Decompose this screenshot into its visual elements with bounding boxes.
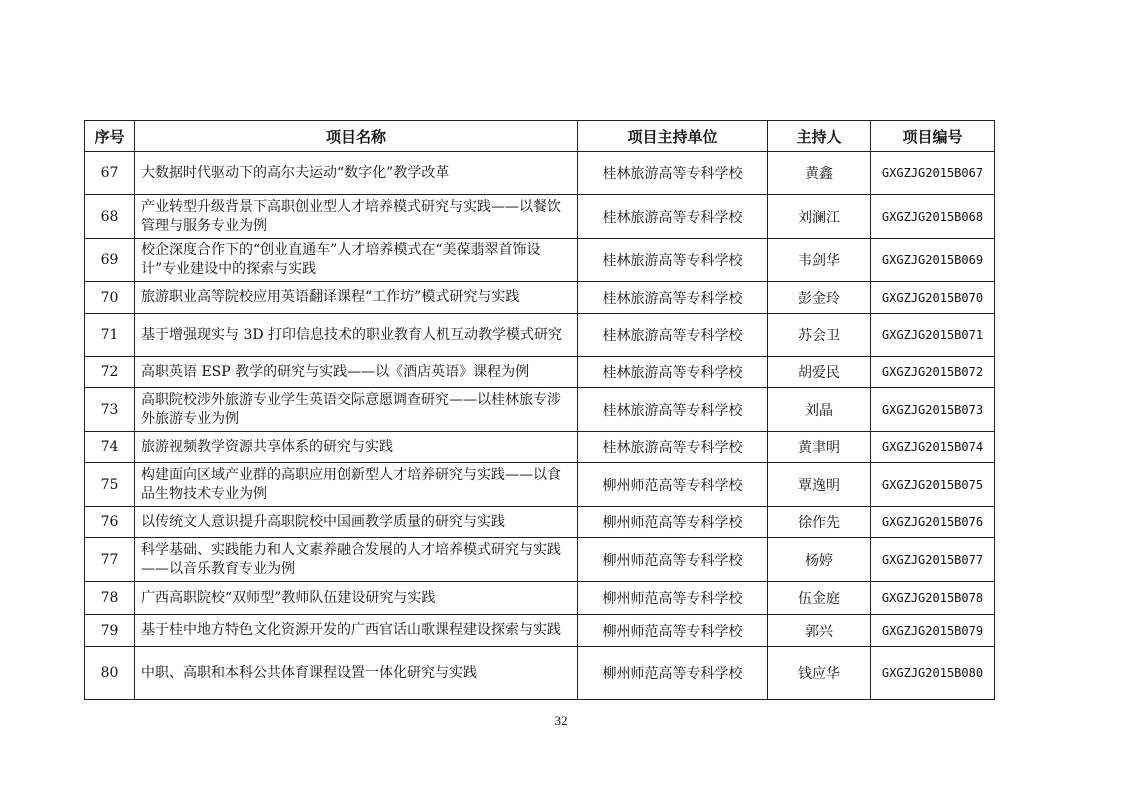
cell-code: GXGZJG2015B073 xyxy=(871,388,995,432)
cell-unit: 桂林旅游高等专科学校 xyxy=(578,357,768,388)
cell-no: 76 xyxy=(85,507,135,538)
table-row xyxy=(85,647,995,700)
cell-name: 高职院校涉外旅游专业学生英语交际意愿调查研究——以桂林旅专涉外旅游专业为例 xyxy=(135,388,578,432)
cell-unit: 桂林旅游高等专科学校 xyxy=(578,239,768,282)
cell-unit: 桂林旅游高等专科学校 xyxy=(578,282,768,314)
cell-code: GXGZJG2015B068 xyxy=(871,195,995,239)
header-code: 项目编号 xyxy=(871,121,995,152)
cell-host: 徐作先 xyxy=(768,507,871,538)
cell-host: 韦剑华 xyxy=(768,239,871,282)
cell-no: 78 xyxy=(85,582,135,615)
header-name: 项目名称 xyxy=(135,121,578,152)
cell-host: 杨婷 xyxy=(768,538,871,582)
cell-unit: 桂林旅游高等专科学校 xyxy=(578,152,768,195)
table-row xyxy=(85,507,995,538)
cell-name: 中职、高职和本科公共体育课程设置一体化研究与实践 xyxy=(135,647,578,700)
cell-no: 67 xyxy=(85,152,135,195)
cell-name: 大数据时代驱动下的高尔夫运动“数字化”教学改革 xyxy=(135,152,578,195)
cell-code: GXGZJG2015B075 xyxy=(871,463,995,507)
table-row xyxy=(85,152,995,195)
cell-name: 基于增强现实与 3D 打印信息技术的职业教育人机互动教学模式研究 xyxy=(135,314,578,357)
header-unit: 项目主持单位 xyxy=(578,121,768,152)
cell-host: 钱应华 xyxy=(768,647,871,700)
table-row xyxy=(85,615,995,647)
cell-unit: 柳州师范高等专科学校 xyxy=(578,582,768,615)
cell-code: GXGZJG2015B070 xyxy=(871,282,995,314)
table-row xyxy=(85,282,995,314)
cell-unit: 桂林旅游高等专科学校 xyxy=(578,388,768,432)
cell-no: 70 xyxy=(85,282,135,314)
cell-code: GXGZJG2015B074 xyxy=(871,432,995,463)
cell-no: 79 xyxy=(85,615,135,647)
cell-host: 郭兴 xyxy=(768,615,871,647)
cell-name: 以传统文人意识提升高职院校中国画教学质量的研究与实践 xyxy=(135,507,578,538)
cell-unit: 柳州师范高等专科学校 xyxy=(578,647,768,700)
table-row xyxy=(85,314,995,357)
cell-no: 77 xyxy=(85,538,135,582)
cell-no: 74 xyxy=(85,432,135,463)
project-table xyxy=(84,120,995,700)
cell-code: GXGZJG2015B071 xyxy=(871,314,995,357)
cell-no: 71 xyxy=(85,314,135,357)
table-row xyxy=(85,432,995,463)
cell-code: GXGZJG2015B067 xyxy=(871,152,995,195)
cell-code: GXGZJG2015B078 xyxy=(871,582,995,615)
table-row xyxy=(85,463,995,507)
cell-host: 覃逸明 xyxy=(768,463,871,507)
table-header-row xyxy=(85,121,995,152)
cell-name: 高职英语 ESP 教学的研究与实践——以《酒店英语》课程为例 xyxy=(135,357,578,388)
cell-unit: 桂林旅游高等专科学校 xyxy=(578,432,768,463)
cell-host: 伍金庭 xyxy=(768,582,871,615)
cell-code: GXGZJG2015B069 xyxy=(871,239,995,282)
cell-code: GXGZJG2015B072 xyxy=(871,357,995,388)
cell-no: 69 xyxy=(85,239,135,282)
cell-name: 广西高职院校“双师型”教师队伍建设研究与实践 xyxy=(135,582,578,615)
cell-unit: 柳州师范高等专科学校 xyxy=(578,538,768,582)
cell-host: 刘晶 xyxy=(768,388,871,432)
cell-name: 旅游职业高等院校应用英语翻译课程“工作坊”模式研究与实践 xyxy=(135,282,578,314)
page-number: 32 xyxy=(554,713,568,728)
cell-host: 胡爱民 xyxy=(768,357,871,388)
cell-name: 校企深度合作下的“创业直通车”人才培养模式在“美葆翡翠首饰设计”专业建设中的探索与实践 xyxy=(135,239,578,282)
cell-name: 科学基础、实践能力和人文素养融合发展的人才培养模式研究与实践——以音乐教育专业为例 xyxy=(135,538,578,582)
cell-no: 72 xyxy=(85,357,135,388)
table-row xyxy=(85,538,995,582)
table-row xyxy=(85,357,995,388)
cell-name: 旅游视频教学资源共享体系的研究与实践 xyxy=(135,432,578,463)
cell-no: 80 xyxy=(85,647,135,700)
table-row xyxy=(85,582,995,615)
table-row xyxy=(85,239,995,282)
cell-host: 苏会卫 xyxy=(768,314,871,357)
cell-code: GXGZJG2015B076 xyxy=(871,507,995,538)
cell-no: 75 xyxy=(85,463,135,507)
cell-no: 73 xyxy=(85,388,135,432)
cell-host: 刘澜江 xyxy=(768,195,871,239)
cell-name: 构建面向区域产业群的高职应用创新型人才培养研究与实践——以食品生物技术专业为例 xyxy=(135,463,578,507)
cell-unit: 柳州师范高等专科学校 xyxy=(578,507,768,538)
cell-code: GXGZJG2015B079 xyxy=(871,615,995,647)
table-row xyxy=(85,388,995,432)
table-row xyxy=(85,195,995,239)
cell-host: 黄聿明 xyxy=(768,432,871,463)
header-host: 主持人 xyxy=(768,121,871,152)
cell-name: 产业转型升级背景下高职创业型人才培养模式研究与实践——以餐饮管理与服务专业为例 xyxy=(135,195,578,239)
cell-code: GXGZJG2015B080 xyxy=(871,647,995,700)
cell-unit: 桂林旅游高等专科学校 xyxy=(578,195,768,239)
cell-no: 68 xyxy=(85,195,135,239)
cell-host: 黄鑫 xyxy=(768,152,871,195)
cell-code: GXGZJG2015B077 xyxy=(871,538,995,582)
cell-name: 基于桂中地方特色文化资源开发的广西官话山歌课程建设探索与实践 xyxy=(135,615,578,647)
cell-unit: 桂林旅游高等专科学校 xyxy=(578,314,768,357)
cell-unit: 柳州师范高等专科学校 xyxy=(578,463,768,507)
header-no: 序号 xyxy=(85,121,135,152)
cell-host: 彭金玲 xyxy=(768,282,871,314)
cell-unit: 柳州师范高等专科学校 xyxy=(578,615,768,647)
